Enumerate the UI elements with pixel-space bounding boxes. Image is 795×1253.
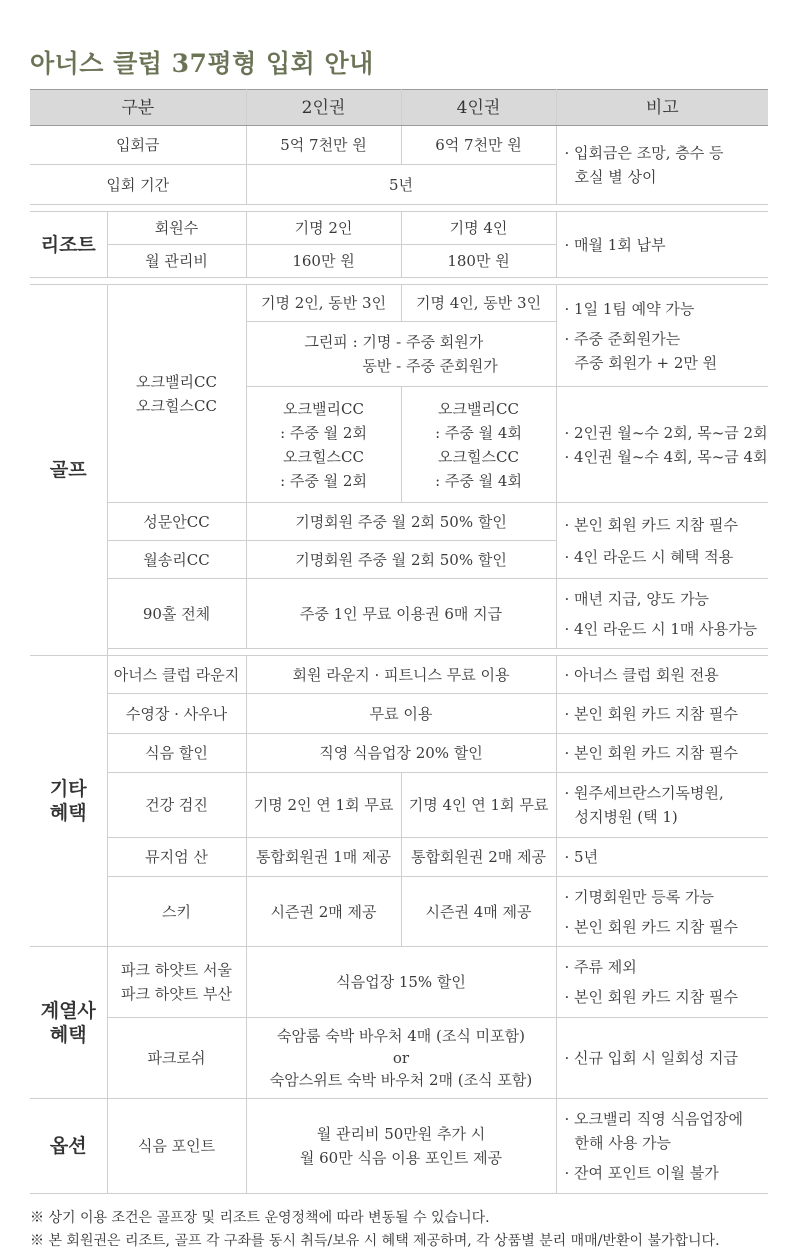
table-row	[30, 126, 768, 165]
header-category: 구분	[30, 90, 246, 126]
etc-health-4p: 기명 4인 연 1회 무료	[401, 773, 556, 838]
golf-greenfee: 그린피 : 기명 - 주중 회원가 동반 - 주중 준회원가	[246, 322, 556, 387]
affiliate-parosh-value: 숙암룸 숙박 바우처 4매 (조식 미포함) or 숙암스위트 숙박 바우처 2매 (조식 포함)	[246, 1018, 556, 1099]
etc-health-note: · 원주세브란스기독병원, 성지병원 (택 1)	[556, 773, 768, 838]
etc-dine-label: 식음 할인	[107, 734, 246, 773]
etc-lounge-label: 아너스 클럽 라운지	[107, 656, 246, 694]
etc-pool-value: 무료 이용	[246, 694, 556, 734]
golf-seongmunan-label: 성문안CC	[107, 503, 246, 541]
header-4p: 4인권	[401, 90, 556, 126]
table-row	[30, 579, 768, 649]
option-value: 월 관리비 50만원 추가 시 월 60만 식음 이용 포인트 제공	[246, 1099, 556, 1194]
golf-note-d: · 매년 지급, 양도 가능 · 4인 라운드 시 1매 사용가능	[556, 579, 768, 649]
table-row	[30, 877, 768, 947]
golf-wolsongri-value: 기명회원 주중 월 2회 50% 할인	[246, 541, 556, 579]
table-row	[30, 212, 768, 245]
table-row	[30, 694, 768, 734]
table-row	[30, 1018, 768, 1099]
table-row	[30, 285, 768, 322]
page-title: 아너스 클럽 37평형 입회 안내	[30, 49, 374, 78]
etc-pool-note: · 본인 회원 카드 지참 필수	[556, 694, 768, 734]
entry-fee-label: 입회금	[30, 126, 246, 165]
golf-seongmunan-value: 기명회원 주중 월 2회 50% 할인	[246, 503, 556, 541]
golf-companion-4p: 기명 4인, 동반 3인	[401, 285, 556, 322]
section-etc: 기타 혜택	[30, 656, 107, 947]
etc-health-2p: 기명 2인 연 1회 무료	[246, 773, 401, 838]
entry-period-label: 입회 기간	[30, 165, 246, 205]
etc-lounge-note: · 아너스 클럽 회원 전용	[556, 656, 768, 694]
section-option: 옵션	[30, 1099, 107, 1194]
resort-note: · 매월 1회 납부	[556, 212, 768, 278]
golf-90hole-value: 주중 1인 무료 이용권 6매 지급	[246, 579, 556, 649]
footer-note-2: ※ 본 회원권은 리조트, 골프 각 구좌를 동시 취득/보유 시 혜택 제공하며, 각 상품별 분리 매매/반환이 불가합니다.	[30, 1233, 720, 1249]
header-row	[30, 90, 768, 126]
footer-notes	[30, 1207, 720, 1253]
affiliate-park-note: · 주류 제외 · 본인 회원 카드 지참 필수	[556, 947, 768, 1018]
etc-museum-2p: 통합회원권 1매 제공	[246, 838, 401, 877]
section-resort: 리조트	[30, 212, 107, 278]
header-note: 비고	[556, 90, 768, 126]
resort-fee-4p: 180만 원	[401, 245, 556, 278]
affiliate-park-value: 식음업장 15% 할인	[246, 947, 556, 1018]
table-row	[30, 838, 768, 877]
resort-members-4p: 기명 4인	[401, 212, 556, 245]
etc-ski-2p: 시즌권 2매 제공	[246, 877, 401, 947]
section-affiliate: 계열사 혜택	[30, 947, 107, 1099]
etc-health-label: 건강 검진	[107, 773, 246, 838]
entry-period: 5년	[246, 165, 556, 205]
option-note: · 오크밸리 직영 식음업장에 한해 사용 가능 · 잔여 포인트 이월 불가	[556, 1099, 768, 1194]
etc-ski-note: · 기명회원만 등록 가능 · 본인 회원 카드 지참 필수	[556, 877, 768, 947]
footer-note-1: ※ 상기 이용 조건은 골프장 및 리조트 운영정책에 따라 변동될 수 있습니다.	[30, 1210, 490, 1226]
etc-museum-label: 뮤지엄 산	[107, 838, 246, 877]
affiliate-parosh-label: 파크로쉬	[107, 1018, 246, 1099]
golf-note-b: · 2인권 월~수 2회, 목~금 2회 · 4인권 월~수 4회, 목~금 4회	[556, 387, 768, 503]
etc-ski-label: 스키	[107, 877, 246, 947]
etc-dine-value: 직영 식음업장 20% 할인	[246, 734, 556, 773]
table-row	[30, 947, 768, 1018]
golf-count-2p: 오크밸리CC : 주중 월 2회 오크힐스CC : 주중 월 2회	[246, 387, 401, 503]
golf-wolsongri-label: 월송리CC	[107, 541, 246, 579]
etc-pool-label: 수영장 · 사우나	[107, 694, 246, 734]
table-row	[30, 503, 768, 541]
affiliate-park-label: 파크 하얏트 서울 파크 하얏트 부산	[107, 947, 246, 1018]
entry-note: · 입회금은 조망, 층수 등 호실 별 상이	[556, 126, 768, 205]
affiliate-parosh-note: · 신규 입회 시 일회성 지급	[556, 1018, 768, 1099]
etc-ski-4p: 시즌권 4매 제공	[401, 877, 556, 947]
table-row	[30, 656, 768, 694]
table-row	[30, 1099, 768, 1194]
table-row	[30, 734, 768, 773]
resort-members-label: 회원수	[107, 212, 246, 245]
etc-lounge-value: 회원 라운지 · 피트니스 무료 이용	[246, 656, 556, 694]
etc-museum-4p: 통합회원권 2매 제공	[401, 838, 556, 877]
resort-fee-2p: 160만 원	[246, 245, 401, 278]
golf-companion-2p: 기명 2인, 동반 3인	[246, 285, 401, 322]
golf-count-4p: 오크밸리CC : 주중 월 4회 오크힐스CC : 주중 월 4회	[401, 387, 556, 503]
membership-table	[30, 89, 768, 1194]
golf-90hole-label: 90홀 전체	[107, 579, 246, 649]
resort-members-2p: 기명 2인	[246, 212, 401, 245]
entry-fee-2p: 5억 7천만 원	[246, 126, 401, 165]
entry-fee-4p: 6억 7천만 원	[401, 126, 556, 165]
etc-dine-note: · 본인 회원 카드 지참 필수	[556, 734, 768, 773]
resort-fee-label: 월 관리비	[107, 245, 246, 278]
table-row	[30, 773, 768, 838]
header-2p: 2인권	[246, 90, 401, 126]
etc-museum-note: · 5년	[556, 838, 768, 877]
section-golf: 골프	[30, 285, 107, 656]
option-label: 식음 포인트	[107, 1099, 246, 1194]
golf-note-c: · 본인 회원 카드 지참 필수 · 4인 라운드 시 혜택 적용	[556, 503, 768, 579]
golf-oak-label: 오크밸리CC 오크힐스CC	[107, 285, 246, 503]
golf-note-a: · 1일 1팀 예약 가능 · 주중 준회원가는 주중 회원가 + 2만 원	[556, 285, 768, 387]
